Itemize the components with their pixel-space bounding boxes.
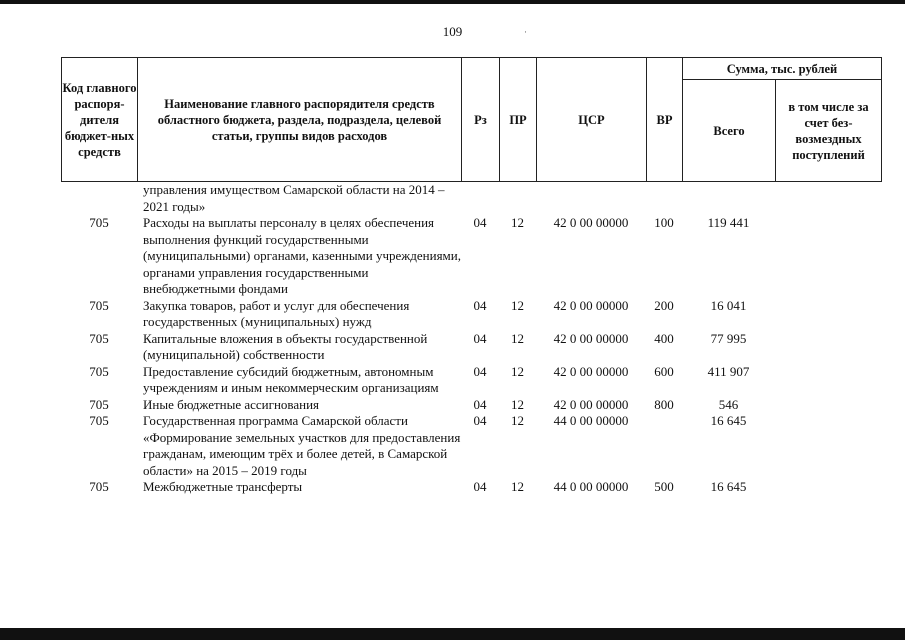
header-bezv: в том числе за счет без-возмездных поступлений bbox=[776, 80, 882, 182]
cell-code: 705 bbox=[89, 297, 109, 313]
cell-csr: 42 0 00 00000 bbox=[553, 396, 629, 412]
cell-rz: 04 bbox=[473, 479, 487, 494]
header-rz: Рз bbox=[462, 58, 500, 182]
table-row bbox=[61, 331, 881, 364]
cell-vr: 100 bbox=[654, 215, 674, 230]
cell-name: Расходы на выплаты персоналу в целях обеспечения выполнения функций государственными (муниципальными) органами, казенными учреждениями, органами управления государственными внебюджетными фондами bbox=[143, 215, 461, 296]
cell-code: 705 bbox=[89, 363, 109, 379]
cell-csr: 44 0 00 00000 bbox=[553, 413, 629, 428]
cell-name: Иные бюджетные ассигнования bbox=[143, 396, 320, 412]
cell-vsego: 16 645 bbox=[710, 479, 747, 494]
cell-name: Государственная программа Самарской области «Формирование земельных участков для предоставления гражданам, имеющим трёх и более детей, в Самарской области» на 2015 – 2019 годы bbox=[143, 413, 461, 478]
table-row bbox=[61, 413, 881, 479]
header-sum: Сумма, тыс. рублей bbox=[683, 58, 882, 80]
cell-csr: 44 0 00 00000 bbox=[553, 479, 629, 494]
cell-pr: 12 bbox=[511, 363, 524, 379]
table-row bbox=[61, 298, 881, 331]
cell-vr: 500 bbox=[654, 479, 674, 494]
table-row bbox=[61, 397, 881, 414]
header-name: Наименование главного распорядителя средств областного бюджета, раздела, подраздела, целевой статьи, группы видов расходов bbox=[138, 58, 462, 182]
cell-rz: 04 bbox=[473, 363, 487, 379]
header-vr: ВР bbox=[647, 58, 683, 182]
table-row bbox=[61, 182, 881, 215]
cell-name: управления имуществом Самарской области на 2014 – 2021 годы» bbox=[143, 182, 445, 214]
cell-code: 705 bbox=[89, 479, 109, 494]
header-code: Код главного распоря-дителя бюджет-ных средств bbox=[62, 58, 138, 182]
header-csr: ЦСР bbox=[537, 58, 647, 182]
cell-code: 705 bbox=[89, 413, 109, 428]
page-number: 109 bbox=[442, 24, 463, 39]
cell-name: Капитальные вложения в объекты государственной (муниципальной) собственности bbox=[143, 330, 428, 362]
cell-csr: 42 0 00 00000 bbox=[553, 215, 629, 230]
cell-rz: 04 bbox=[473, 297, 487, 313]
cell-pr: 12 bbox=[511, 396, 524, 412]
cell-vr: 200 bbox=[654, 297, 674, 313]
cell-csr: 42 0 00 00000 bbox=[553, 363, 629, 379]
cell-rz: 04 bbox=[473, 215, 487, 230]
cell-pr: 12 bbox=[511, 479, 524, 494]
cell-vsego: 16 645 bbox=[710, 413, 747, 428]
cell-name: Межбюджетные трансферты bbox=[143, 479, 303, 494]
cell-vsego: 546 bbox=[718, 396, 739, 412]
table-row bbox=[61, 215, 881, 298]
cell-code: 705 bbox=[89, 215, 109, 230]
table-row bbox=[61, 364, 881, 397]
cell-vsego: 411 907 bbox=[707, 363, 750, 379]
cell-name: Предоставление субсидий бюджетным, автономным учреждениям и иным некоммерческим организациям bbox=[143, 363, 439, 395]
cell-vsego: 119 441 bbox=[707, 215, 750, 230]
cell-pr: 12 bbox=[511, 215, 524, 230]
cell-pr: 12 bbox=[511, 297, 524, 313]
cell-pr: 12 bbox=[511, 330, 524, 346]
cell-csr: 42 0 00 00000 bbox=[553, 297, 629, 313]
table-header bbox=[61, 57, 882, 182]
top-border bbox=[0, 0, 905, 4]
scan-speck: · bbox=[524, 27, 527, 37]
table-row bbox=[61, 479, 881, 496]
cell-rz: 04 bbox=[473, 413, 487, 428]
cell-vr: 400 bbox=[654, 330, 674, 346]
cell-vr: 800 bbox=[654, 396, 674, 412]
cell-code: 705 bbox=[89, 330, 109, 346]
cell-code: 705 bbox=[89, 396, 109, 412]
cell-pr: 12 bbox=[511, 413, 524, 428]
bottom-border bbox=[0, 628, 905, 640]
header-pr: ПР bbox=[500, 58, 537, 182]
cell-vsego: 16 041 bbox=[710, 297, 747, 313]
cell-csr: 42 0 00 00000 bbox=[553, 330, 629, 346]
header-vsego: Всего bbox=[683, 80, 776, 182]
cell-vr: 600 bbox=[654, 363, 674, 379]
cell-rz: 04 bbox=[473, 396, 487, 412]
table-body bbox=[61, 182, 881, 496]
cell-name: Закупка товаров, работ и услуг для обеспечения государственных (муниципальных) нужд bbox=[143, 297, 410, 329]
cell-rz: 04 bbox=[473, 330, 487, 346]
cell-vsego: 77 995 bbox=[710, 330, 747, 346]
